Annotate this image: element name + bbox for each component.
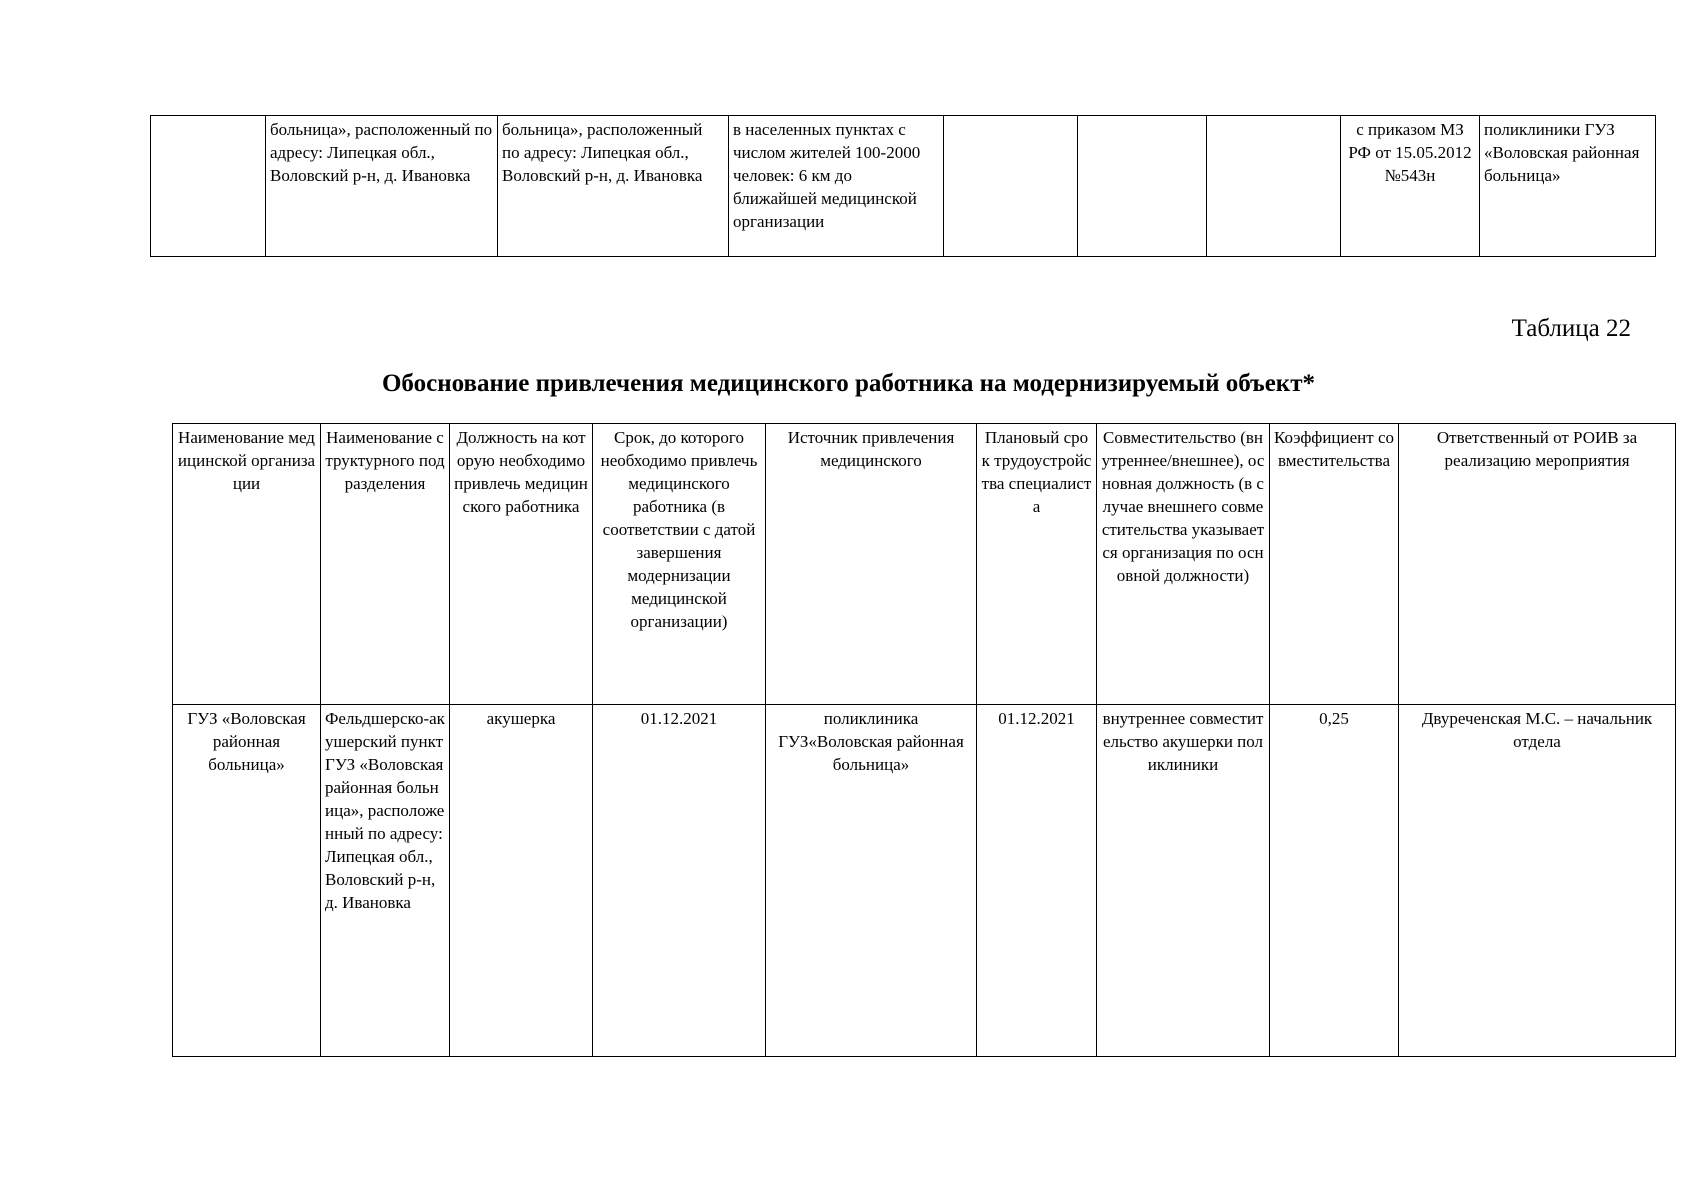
page-title: Обоснование привлечения медицинского работника на модернизируемый объект* — [381, 370, 1315, 397]
table-cell: с приказом МЗ РФ от 15.05.2012 №543н — [1341, 116, 1480, 257]
table-cell — [1078, 116, 1207, 257]
table-header-row — [173, 424, 1676, 705]
table-row — [173, 705, 1676, 1057]
header-cell: Источник привлечения медицинского — [766, 424, 977, 705]
header-cell: Должность на которую необходимо привлечь медицинского работника — [450, 424, 593, 705]
table-cell — [944, 116, 1078, 257]
header-cell: Наименование медицинской организации — [173, 424, 321, 705]
table-cell — [1207, 116, 1341, 257]
table-cell: внутреннее совместительство акушерки поликлиники — [1097, 705, 1270, 1057]
table-caption: Таблица 22 — [1511, 315, 1631, 342]
table-cell: 01.12.2021 — [593, 705, 766, 1057]
staff-table — [172, 423, 1676, 1057]
table-cell: поликлиника ГУЗ«Воловская районная больница» — [766, 705, 977, 1057]
table-cell: в населенных пунктах с числом жителей 100-2000 человек: 6 км до ближайшей медицинской организации — [729, 116, 944, 257]
header-cell: Наименование структурного подразделения — [321, 424, 450, 705]
header-cell: Ответственный от РОИВ за реализацию мероприятия — [1399, 424, 1676, 705]
header-cell: Плановый срок трудоустройства специалиста — [977, 424, 1097, 705]
continued-table — [150, 115, 1656, 257]
table-cell: Двуреченская М.С. – начальник отдела — [1399, 705, 1676, 1057]
table-cell: ГУЗ «Воловская районная больница» — [173, 705, 321, 1057]
table-row — [151, 116, 1656, 257]
table-cell: акушерка — [450, 705, 593, 1057]
header-cell: Совместительство (внутреннее/внешнее), основная должность (в случае внешнего совместительства указывается организация по основной должности) — [1097, 424, 1270, 705]
table-cell: Фельдшерско-акушерский пункт ГУЗ «Воловская районная больница», расположенный по адресу: Липецкая обл., Воловский р-н, д. Ивановка — [321, 705, 450, 1057]
header-cell: Коэффициент совместительства — [1270, 424, 1399, 705]
table-cell: 01.12.2021 — [977, 705, 1097, 1057]
header-cell: Срок, до которого необходимо привлечь медицинского работника (в соответствии с датой завершения модернизации медицинской организации) — [593, 424, 766, 705]
table-cell: больница», расположенный по адресу: Липецкая обл., Воловский р-н, д. Ивановка — [498, 116, 729, 257]
table-cell — [151, 116, 266, 257]
table-cell: поликлиники ГУЗ «Воловская районная больница» — [1480, 116, 1656, 257]
table-cell: больница», расположенный по адресу: Липецкая обл., Воловский р-н, д. Ивановка — [266, 116, 498, 257]
table-cell: 0,25 — [1270, 705, 1399, 1057]
